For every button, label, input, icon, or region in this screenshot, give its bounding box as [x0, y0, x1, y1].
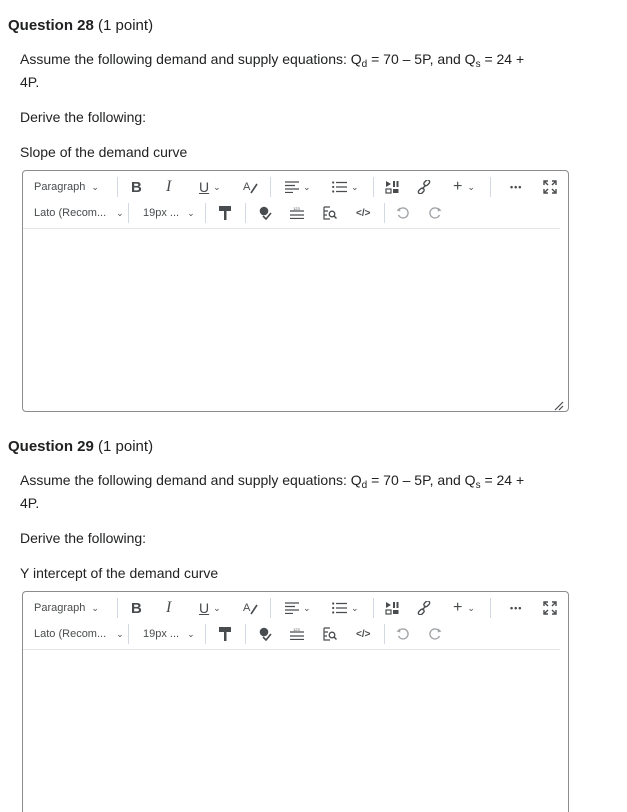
insert-link-button[interactable] [417, 596, 431, 620]
font-color-icon [242, 600, 258, 616]
insert-media-button[interactable] [385, 596, 399, 620]
question-equation-cont: 4P. [20, 495, 40, 511]
more-actions-button[interactable]: ••• [510, 603, 523, 613]
font-family-dropdown[interactable]: Lato (Recom... ⌄ [34, 628, 124, 640]
format-painter-button[interactable] [219, 622, 231, 646]
word-count-button[interactable] [290, 622, 304, 646]
question-equation-cont: 4P. [20, 74, 40, 90]
find-replace-icon [323, 206, 337, 220]
chevron-down-icon: ⌄ [187, 628, 195, 639]
fullscreen-icon [543, 180, 557, 194]
insert-link-button[interactable] [417, 175, 431, 199]
text-color-button[interactable] [242, 175, 258, 199]
answer-editor[interactable] [22, 591, 569, 812]
question-equation: Assume the following demand and supply equations: $Q_d = 70 - 5P$, and $Q_s = 24$ + [20, 472, 525, 491]
chevron-down-icon: ⌄ [213, 602, 221, 613]
fullscreen-icon [543, 601, 557, 615]
fullscreen-button[interactable] [543, 596, 557, 620]
link-icon [417, 601, 431, 615]
question-part: Y intercept of the demand curve [20, 565, 219, 581]
paragraph-format-dropdown[interactable]: Paragraph ⌄ [34, 602, 99, 614]
chevron-down-icon: ⌄ [116, 207, 124, 218]
question-instruction: Derive the following: [20, 109, 147, 125]
question-part: Slope of the demand curve [20, 144, 188, 160]
insert-stuff-dropdown[interactable]: + ⌄ [453, 599, 475, 616]
align-left-icon [285, 181, 299, 193]
accessibility-checker-button[interactable] [258, 622, 272, 646]
word-count-icon [290, 207, 304, 219]
undo-button[interactable] [396, 622, 410, 646]
svg-text:123: 123 [293, 207, 300, 211]
chevron-down-icon: ⌄ [351, 181, 359, 192]
align-dropdown[interactable] [285, 175, 311, 199]
svg-text:A: A [243, 602, 251, 614]
chevron-down-icon: ⌄ [303, 602, 311, 613]
font-color-icon [242, 179, 258, 195]
undo-icon [396, 627, 410, 641]
format-painter-button[interactable] [219, 201, 231, 225]
word-count-icon [290, 628, 304, 640]
bold-button[interactable]: B [131, 178, 142, 196]
undo-button[interactable] [396, 201, 410, 225]
chevron-down-icon: ⌄ [303, 181, 311, 192]
font-size-dropdown[interactable]: 19px ... ⌄ [143, 207, 195, 219]
source-code-button[interactable] [356, 622, 370, 646]
italic-button[interactable]: I [166, 178, 172, 195]
underline-button[interactable]: U ⌄ [199, 179, 221, 195]
svg-text:123: 123 [293, 628, 300, 632]
bulleted-list-icon [332, 602, 347, 614]
media-icon [385, 601, 399, 615]
list-dropdown[interactable] [332, 596, 359, 620]
accessibility-check-icon [258, 627, 272, 641]
accessibility-checker-button[interactable] [258, 201, 272, 225]
font-size-dropdown[interactable]: 19px ... ⌄ [143, 628, 195, 640]
chevron-down-icon: ⌄ [351, 602, 359, 613]
chevron-down-icon: ⌄ [187, 207, 195, 218]
chevron-down-icon: ⌄ [91, 181, 99, 192]
bulleted-list-icon [332, 181, 347, 193]
redo-button[interactable] [428, 201, 442, 225]
word-count-button[interactable] [290, 201, 304, 225]
paint-roller-icon [219, 206, 231, 220]
code-icon: </> [356, 207, 371, 219]
chevron-down-icon: ⌄ [467, 602, 475, 613]
chevron-down-icon: ⌄ [91, 602, 99, 613]
underline-button[interactable]: U ⌄ [199, 600, 221, 616]
media-icon [385, 180, 399, 194]
list-dropdown[interactable] [332, 175, 359, 199]
chevron-down-icon: ⌄ [213, 181, 221, 192]
code-icon: </> [356, 628, 371, 640]
question-equation: Assume the following demand and supply equations: $Q_d = 70 - 5P$, and $Q_s = 24$ + [20, 51, 525, 70]
more-actions-button[interactable]: ••• [510, 182, 523, 192]
fullscreen-button[interactable] [543, 175, 557, 199]
redo-icon [428, 627, 442, 641]
align-left-icon [285, 602, 299, 614]
question-title: Question 29 (1 point) [8, 438, 154, 455]
source-code-button[interactable] [356, 201, 370, 225]
answer-editor[interactable] [22, 170, 569, 412]
redo-button[interactable] [428, 622, 442, 646]
chevron-down-icon: ⌄ [467, 181, 475, 192]
chevron-down-icon: ⌄ [116, 628, 124, 639]
insert-media-button[interactable] [385, 175, 399, 199]
paragraph-format-dropdown[interactable]: Paragraph ⌄ [34, 181, 99, 193]
undo-icon [396, 206, 410, 220]
insert-stuff-dropdown[interactable]: + ⌄ [453, 178, 475, 195]
question-instruction: Derive the following: [20, 530, 147, 546]
font-family-dropdown[interactable]: Lato (Recom... ⌄ [34, 207, 124, 219]
redo-icon [428, 206, 442, 220]
text-color-button[interactable] [242, 596, 258, 620]
align-dropdown[interactable] [285, 596, 311, 620]
find-replace-button[interactable] [323, 622, 337, 646]
find-replace-button[interactable] [323, 201, 337, 225]
svg-text:A: A [243, 181, 251, 193]
question-title: Question 28 (1 point) [8, 17, 154, 34]
find-replace-icon [323, 627, 337, 641]
paint-roller-icon [219, 627, 231, 641]
link-icon [417, 180, 431, 194]
accessibility-check-icon [258, 206, 272, 220]
resize-handle-icon[interactable] [554, 398, 564, 408]
bold-button[interactable]: B [131, 599, 142, 617]
italic-button[interactable]: I [166, 599, 172, 616]
